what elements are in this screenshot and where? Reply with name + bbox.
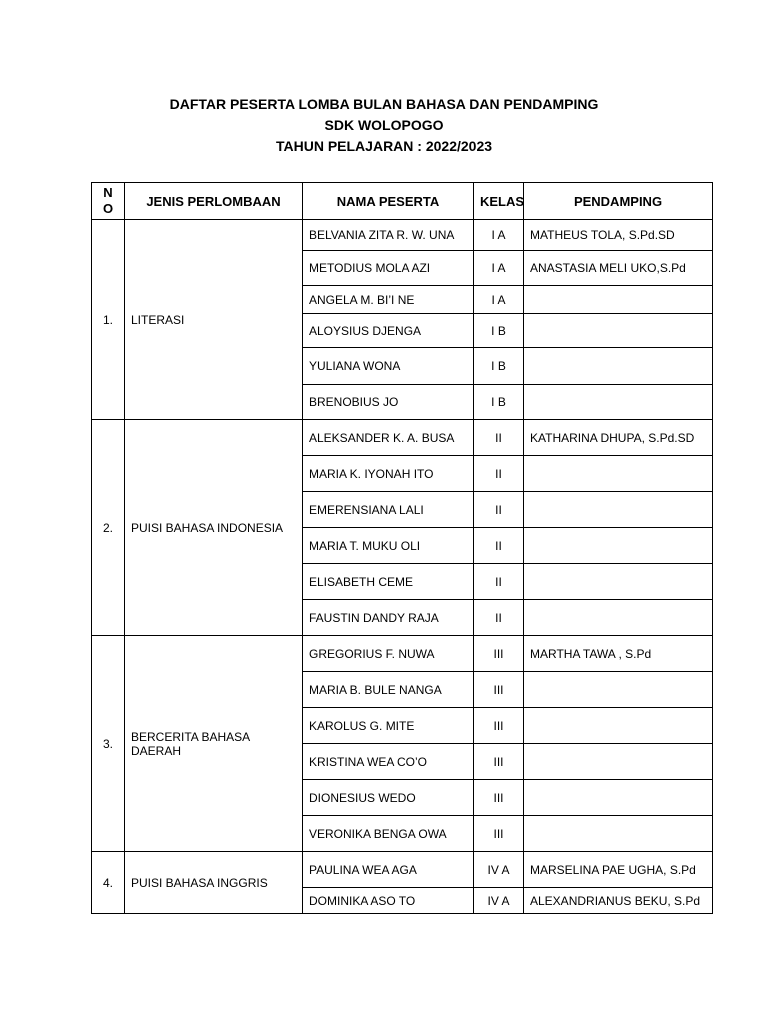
- companion-name: [524, 286, 713, 314]
- companion-name: [524, 348, 713, 385]
- companion-name: [524, 492, 713, 528]
- group-number: 3.: [92, 636, 125, 852]
- participant-class: I A: [474, 220, 524, 251]
- participant-name: DOMINIKA ASO TO: [303, 888, 474, 914]
- companion-name: [524, 528, 713, 564]
- competition-type: PUISI BAHASA INDONESIA: [125, 420, 303, 636]
- participant-name: BRENOBIUS JO: [303, 385, 474, 420]
- participant-name: MARIA B. BULE NANGA: [303, 672, 474, 708]
- title-line-2: SDK WOLOPOGO: [324, 117, 444, 133]
- companion-name: MARTHA TAWA , S.Pd: [524, 636, 713, 672]
- competition-type: BERCERITA BAHASA DAERAH: [125, 636, 303, 852]
- participant-name: ELISABETH CEME: [303, 564, 474, 600]
- header-jenis: JENIS PERLOMBAAN: [125, 183, 303, 220]
- participant-name: KRISTINA WEA CO’O: [303, 744, 474, 780]
- participant-class: I B: [474, 348, 524, 385]
- participant-class: II: [474, 456, 524, 492]
- companion-name: [524, 816, 713, 852]
- participant-name: MARIA K. IYONAH ITO: [303, 456, 474, 492]
- companion-name: ALEXANDRIANUS BEKU, S.Pd: [524, 888, 713, 914]
- participant-class: I A: [474, 251, 524, 286]
- table-row: [92, 636, 713, 672]
- group-number: 4.: [92, 852, 125, 914]
- participant-class: III: [474, 636, 524, 672]
- companion-name: [524, 456, 713, 492]
- header-nama: NAMA PESERTA: [303, 183, 474, 220]
- participant-class: I B: [474, 385, 524, 420]
- participants-table: [91, 182, 713, 914]
- participant-name: PAULINA WEA AGA: [303, 852, 474, 888]
- participant-class: III: [474, 744, 524, 780]
- participant-name: ANGELA M. BI’I NE: [303, 286, 474, 314]
- participant-name: MARIA T. MUKU OLI: [303, 528, 474, 564]
- companion-name: [524, 744, 713, 780]
- companion-name: MATHEUS TOLA, S.Pd.SD: [524, 220, 713, 251]
- companion-name: MARSELINA PAE UGHA, S.Pd: [524, 852, 713, 888]
- group-number: 2.: [92, 420, 125, 636]
- participant-class: I B: [474, 314, 524, 348]
- header-no-part2: O: [102, 201, 114, 216]
- participant-name: ALOYSIUS DJENGA: [303, 314, 474, 348]
- participant-class: III: [474, 816, 524, 852]
- table-body: [92, 220, 713, 914]
- companion-name: [524, 385, 713, 420]
- participant-name: DIONESIUS WEDO: [303, 780, 474, 816]
- participant-class: III: [474, 780, 524, 816]
- participant-class: III: [474, 672, 524, 708]
- participant-name: ALEKSANDER K. A. BUSA: [303, 420, 474, 456]
- companion-name: ANASTASIA MELI UKO,S.Pd: [524, 251, 713, 286]
- participant-name: KAROLUS G. MITE: [303, 708, 474, 744]
- companion-name: [524, 314, 713, 348]
- participant-class: II: [474, 420, 524, 456]
- group-number: 1.: [92, 220, 125, 420]
- header-kelas: KELAS: [474, 183, 524, 220]
- participant-name: VERONIKA BENGA OWA: [303, 816, 474, 852]
- table-header-row: [92, 183, 713, 220]
- participant-name: FAUSTIN DANDY RAJA: [303, 600, 474, 636]
- competition-type: PUISI BAHASA INGGRIS: [125, 852, 303, 914]
- companion-name: [524, 708, 713, 744]
- document-title: [0, 94, 768, 157]
- header-no-part1: N: [103, 185, 113, 200]
- participant-class: IV A: [474, 888, 524, 914]
- participant-class: II: [474, 564, 524, 600]
- participant-name: METODIUS MOLA AZI: [303, 251, 474, 286]
- companion-name: KATHARINA DHUPA, S.Pd.SD: [524, 420, 713, 456]
- participant-class: II: [474, 528, 524, 564]
- participant-name: EMERENSIANA LALI: [303, 492, 474, 528]
- participant-class: IV A: [474, 852, 524, 888]
- table-row: [92, 852, 713, 888]
- participant-name: BELVANIA ZITA R. W. UNA: [303, 220, 474, 251]
- header-no: [92, 183, 125, 220]
- participant-class: I A: [474, 286, 524, 314]
- title-line-3: TAHUN PELAJARAN : 2022/2023: [275, 138, 493, 154]
- companion-name: [524, 672, 713, 708]
- participant-class: II: [474, 492, 524, 528]
- participant-name: GREGORIUS F. NUWA: [303, 636, 474, 672]
- header-pendamping: PENDAMPING: [524, 183, 713, 220]
- competition-type: LITERASI: [125, 220, 303, 420]
- participant-class: III: [474, 708, 524, 744]
- participant-class: II: [474, 600, 524, 636]
- companion-name: [524, 600, 713, 636]
- table-row: [92, 220, 713, 251]
- table-row: [92, 420, 713, 456]
- participant-name: YULIANA WONA: [303, 348, 474, 385]
- companion-name: [524, 780, 713, 816]
- title-line-1: DAFTAR PESERTA LOMBA BULAN BAHASA DAN PENDAMPING: [169, 96, 599, 112]
- companion-name: [524, 564, 713, 600]
